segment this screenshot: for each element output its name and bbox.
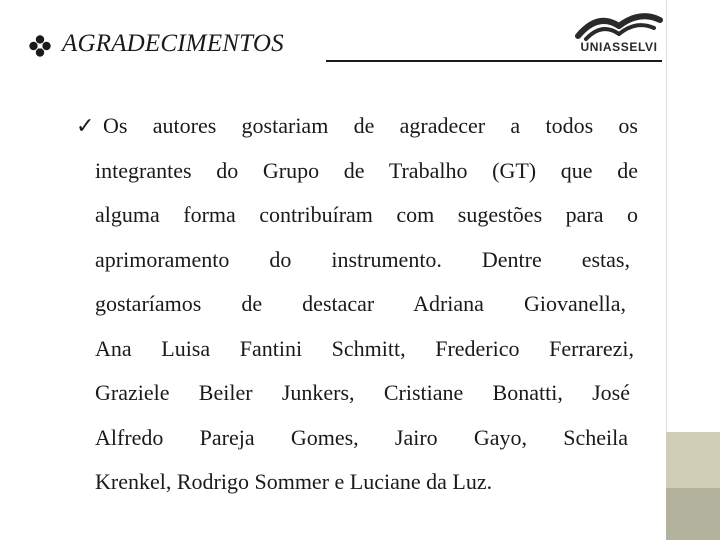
acknowledgements-paragraph [95, 104, 638, 505]
logo-text: UNIASSELVI [580, 40, 658, 54]
paragraph-line: Graziele Beiler Junkers, Cristiane Bonatti, José [95, 380, 630, 405]
paragraph-line: aprimoramento do instrumento. Dentre estas, [95, 246, 630, 272]
paragraph-line: gostaríamos de destacar Adriana Giovanella, [95, 291, 626, 316]
diamond-bullet-icon [28, 34, 52, 58]
paragraph-line: Os autores gostariam de agradecer a todos os [103, 113, 638, 138]
paragraph-line: Ana Luisa Fantini Schmitt, Frederico Ferrarezi, [95, 335, 634, 361]
sidebar-panel [666, 0, 720, 432]
logo-arc-icon [574, 6, 664, 42]
sidebar-accent-dark [666, 488, 720, 540]
sidebar-accent-light [666, 432, 720, 488]
page-title: AGRADECIMENTOS [62, 30, 284, 57]
paragraph-line: integrantes do Grupo de Trabalho (GT) que de [95, 157, 638, 183]
checkmark-icon: ✓ [76, 113, 95, 138]
paragraph-line: Alfredo Pareja Gomes, Jairo Gayo, Scheila [95, 424, 628, 450]
uniasselvi-logo [574, 6, 664, 62]
paragraph-line: Krenkel, Rodrigo Sommer e Luciane da Luz. [95, 469, 493, 494]
paragraph-line: alguma forma contribuíram com sugestões para o [95, 202, 638, 227]
